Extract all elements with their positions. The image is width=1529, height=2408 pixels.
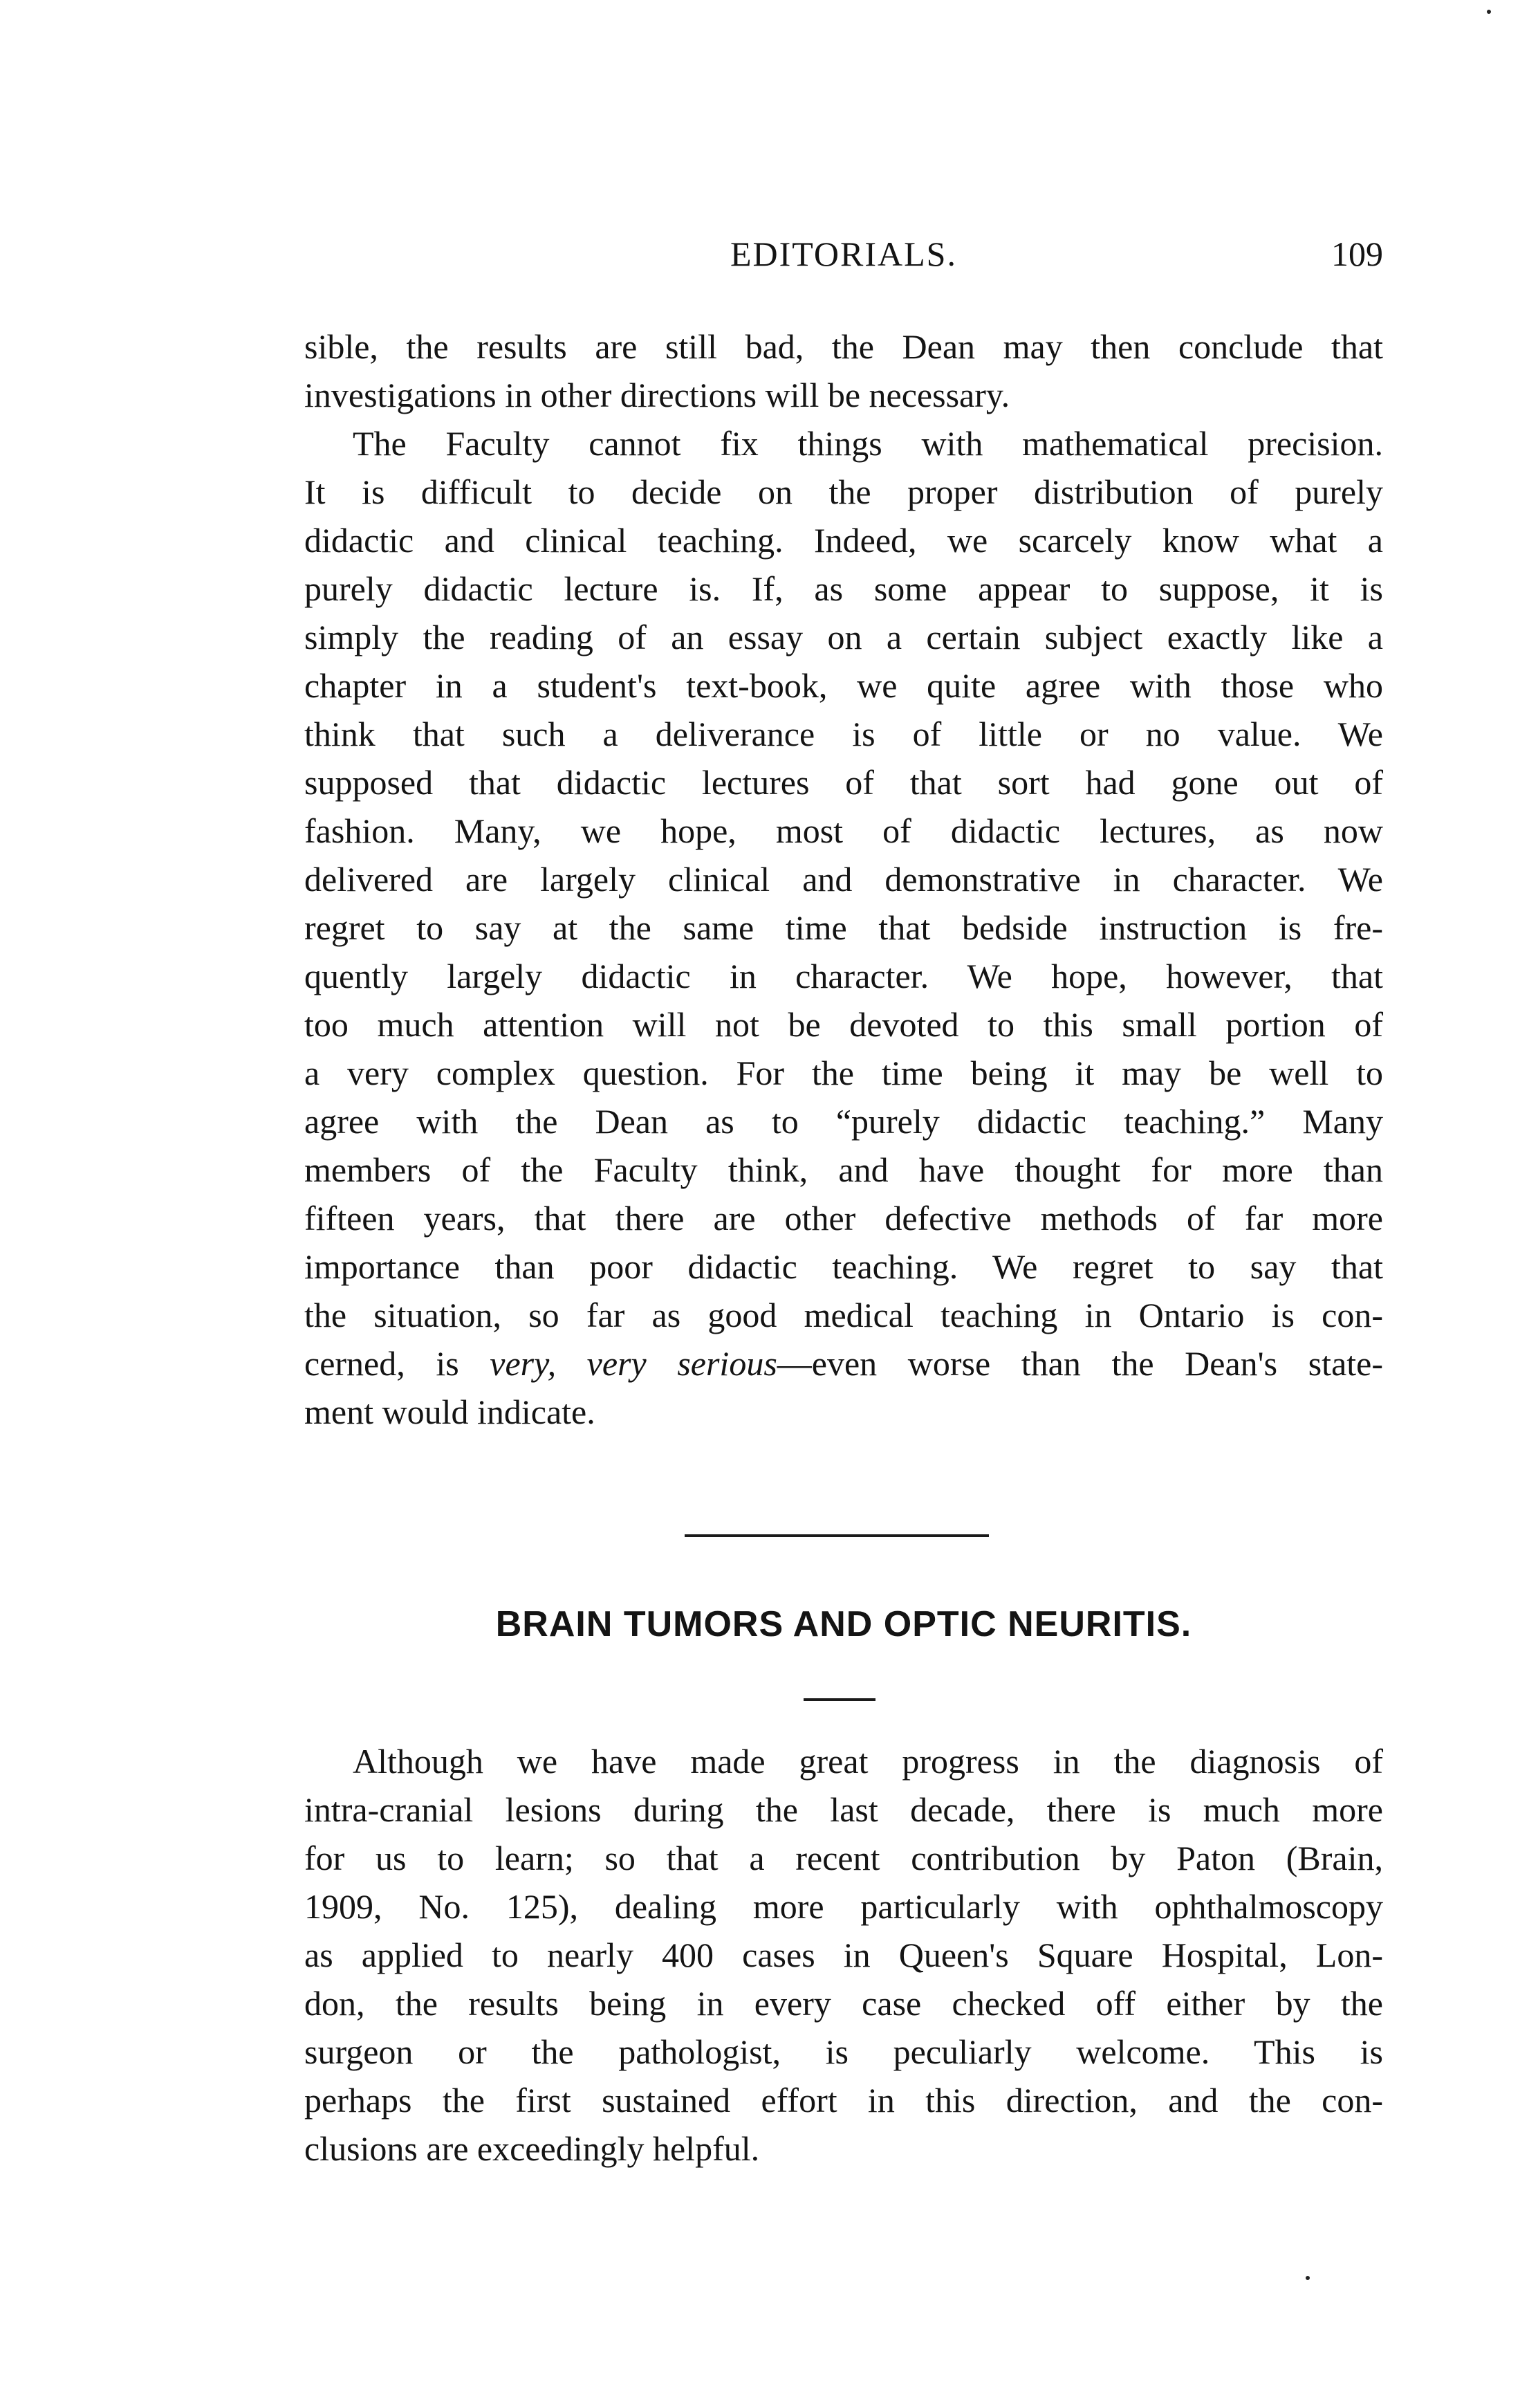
text-line: 1909, No. 125), dealing more particularly with ophthalmoscopy bbox=[304, 1887, 1383, 1926]
text-line: too much attention will not be devoted to this small portion of bbox=[304, 1005, 1383, 1044]
text-segment: cerned, is bbox=[304, 1344, 490, 1383]
text-line: think that such a deliverance is of little or no value. We bbox=[304, 715, 1383, 753]
text-line: intra-cranial lesions during the last decade, there is much more bbox=[304, 1790, 1383, 1829]
title-underline bbox=[804, 1698, 875, 1701]
scan-speck bbox=[1306, 2276, 1310, 2280]
text-line: regret to say at the same time that bedside instruction is fre- bbox=[304, 908, 1383, 947]
text-line: purely didactic lecture is. If, as some appear to suppose, it is bbox=[304, 569, 1383, 608]
text-line: importance than poor didactic teaching. We regret to say that bbox=[304, 1247, 1383, 1286]
text-line bbox=[304, 1342, 1383, 1386]
text-line: members of the Faculty think, and have thought for more than bbox=[304, 1150, 1383, 1189]
text-line: chapter in a student's text-book, we quite agree with those who bbox=[304, 666, 1383, 705]
text-line: clusions are exceedingly helpful. bbox=[304, 2129, 760, 2168]
page-header bbox=[304, 228, 1383, 284]
scan-speck bbox=[1487, 10, 1491, 14]
text-line: Although we have made great progress in the diagnosis of bbox=[353, 1742, 1383, 1781]
text-line: agree with the Dean as to “purely didactic teaching.” Many bbox=[304, 1102, 1383, 1141]
text-line: supposed that didactic lectures of that sort had gone out of bbox=[304, 763, 1383, 802]
text-segment: —even worse than the Dean's state- bbox=[777, 1344, 1384, 1383]
text-line: sible, the results are still bad, the Dean may then conclude that bbox=[304, 327, 1383, 366]
text-line: for us to learn; so that a recent contribution by Paton (Brain, bbox=[304, 1839, 1383, 1877]
text-line: simply the reading of an essay on a certain subject exactly like a bbox=[304, 618, 1383, 656]
text-line: perhaps the first sustained effort in this direction, and the con- bbox=[304, 2081, 1383, 2120]
text-line: the situation, so far as good medical teaching in Ontario is con- bbox=[304, 1296, 1383, 1334]
text-line: investigations in other directions will be necessary. bbox=[304, 376, 1010, 414]
text-line: fifteen years, that there are other defective methods of far more bbox=[304, 1199, 1383, 1238]
text-line: fashion. Many, we hope, most of didactic lectures, as now bbox=[304, 811, 1383, 850]
section-title: BRAIN TUMORS AND OPTIC NEURITIS. bbox=[495, 1604, 1192, 1644]
text-line: It is difficult to decide on the proper distribution of purely bbox=[304, 472, 1383, 511]
text-line: as applied to nearly 400 cases in Queen's Square Hospital, Lon- bbox=[304, 1936, 1383, 1974]
text-line: surgeon or the pathologist, is peculiarly welcome. This is bbox=[304, 2032, 1383, 2071]
text-line: don, the results being in every case checked off either by the bbox=[304, 1984, 1383, 2023]
text-line: ment would indicate. bbox=[304, 1393, 595, 1431]
text-line: a very complex question. For the time being it may be well to bbox=[304, 1054, 1383, 1092]
running-head: EDITORIALS. bbox=[730, 235, 957, 273]
page-number: 109 bbox=[1331, 235, 1383, 273]
text-line: quently largely didactic in character. We hope, however, that bbox=[304, 957, 1383, 995]
text-line: delivered are largely clinical and demonstrative in character. We bbox=[304, 860, 1383, 899]
italic-emphasis: very, very serious bbox=[490, 1344, 777, 1383]
section-divider bbox=[685, 1534, 989, 1537]
text-line: didactic and clinical teaching. Indeed, we scarcely know what a bbox=[304, 521, 1383, 560]
text-line: The Faculty cannot fix things with mathematical precision. bbox=[353, 424, 1383, 463]
